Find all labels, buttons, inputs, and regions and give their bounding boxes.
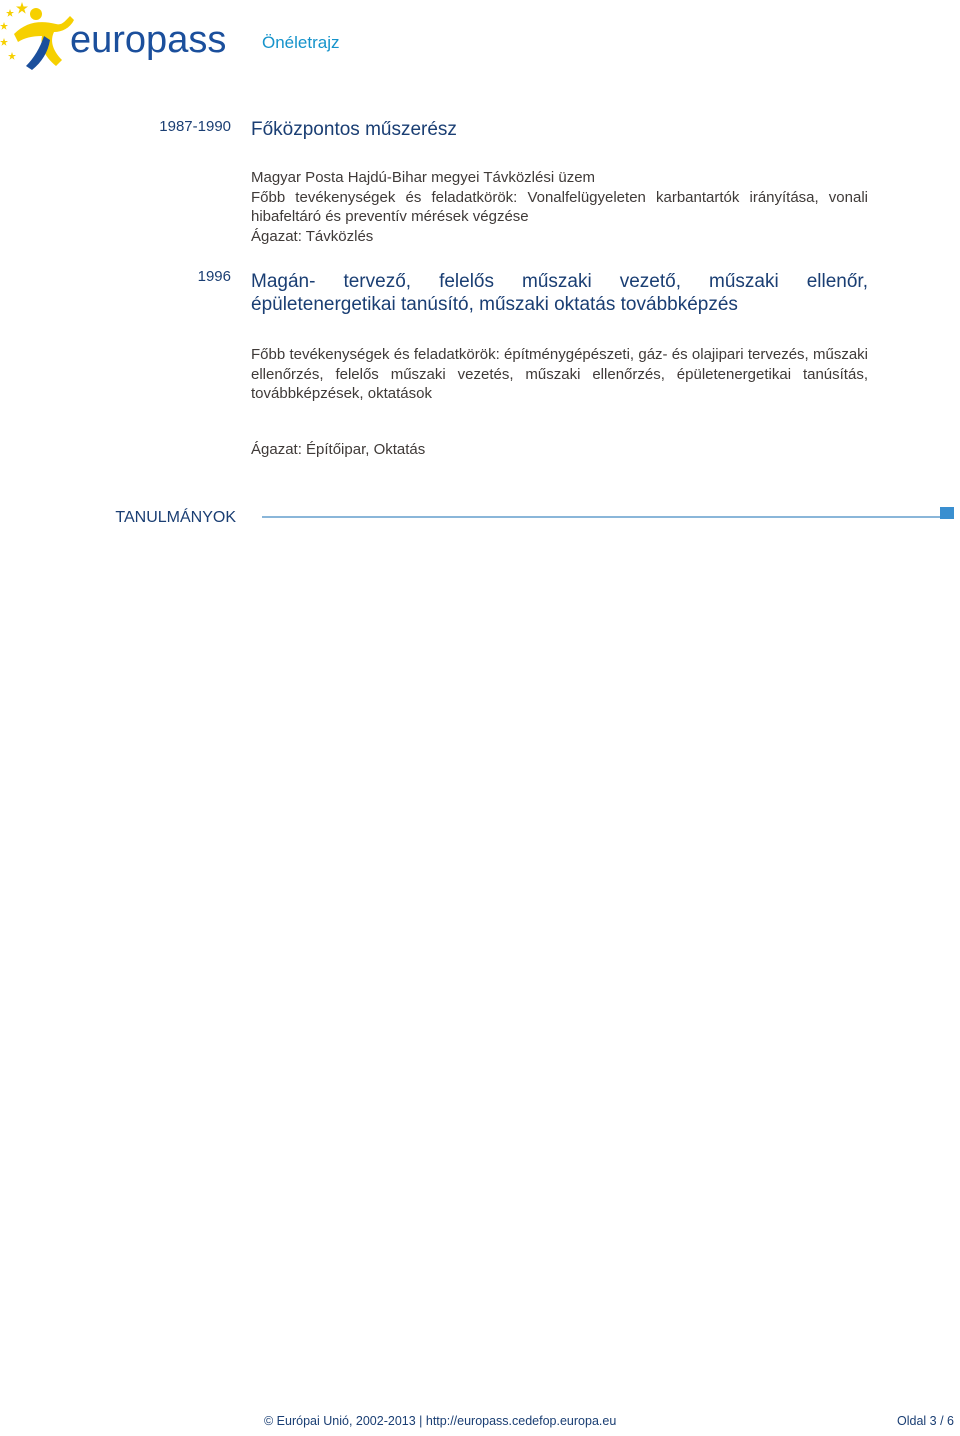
section-title-studies: TANULMÁNYOK <box>115 509 236 526</box>
footer-page-number: Oldal 3 / 6 <box>897 1414 954 1428</box>
sector-line: Ágazat: Építőipar, Oktatás <box>251 440 426 458</box>
entry-date: 1996 <box>197 268 231 285</box>
employer-line: Magyar Posta Hajdú-Bihar megyei Távközlési üzem <box>251 169 596 186</box>
entry-title: Főközpontos műszerész <box>251 119 457 140</box>
activities-line: Főbb tevékenységek és feladatkörök: Vonalfelügyeleten karbantartók irányítása, vonali hibafeltáró és preventív mérések végzése <box>251 188 868 225</box>
activities-line: Főbb tevékenységek és feladatkörök: építménygépészeti, gáz- és olajipari tervezés, műszaki ellenőrzés, felelős műszaki vezetés, műszaki ellenőrzés, épületenergetikai tanúsítás, továbbképzések, oktatások <box>251 346 868 402</box>
section-divider <box>262 516 940 518</box>
entry-details <box>251 345 868 459</box>
entry-date: 1987-1990 <box>159 118 231 135</box>
footer-copyright: © Európai Unió, 2002-2013 | http://europass.cedefop.europa.eu <box>264 1414 617 1428</box>
work-experience-entry <box>251 270 868 459</box>
logo-wordmark: europass <box>70 19 227 61</box>
section-marker-icon <box>940 507 954 519</box>
runner-figure-icon <box>14 8 74 70</box>
sector-line: Ágazat: Távközlés <box>251 227 374 245</box>
entry-title: Magán- tervező, felelős műszaki vezető, műszaki ellenőr, épületenergetikai tanúsító, műszaki oktatás továbbképzés <box>251 271 868 315</box>
europass-logo-graphic <box>0 0 240 72</box>
entry-details <box>251 168 868 246</box>
europass-logo <box>0 0 240 72</box>
work-experience-entry <box>251 118 868 246</box>
document-title: Önéletrajz <box>262 33 340 52</box>
